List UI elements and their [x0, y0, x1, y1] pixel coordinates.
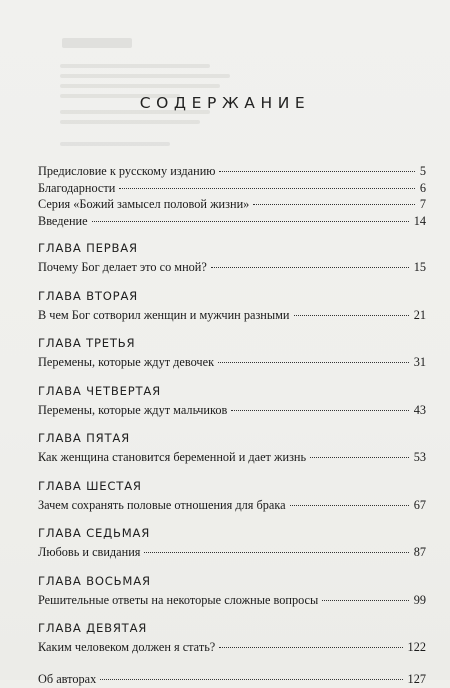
toc-entry-label: Серия «Божий замысел половой жизни»: [38, 197, 250, 212]
dot-leader: [119, 188, 415, 189]
chapter-heading: ГЛАВА ПЕРВАЯ: [38, 241, 138, 256]
chapter-heading: ГЛАВА ЧЕТВЕРТАЯ: [38, 383, 161, 398]
back-matter: [38, 671, 426, 688]
dot-leader: [92, 221, 409, 222]
toc-page-number: 31: [413, 355, 426, 370]
dot-leader: [219, 647, 402, 648]
toc-page-number: 127: [407, 671, 426, 686]
chapter-heading: ГЛАВА СЕДЬМАЯ: [38, 526, 151, 541]
toc-page-number: 21: [413, 307, 426, 322]
toc-page-number: 122: [407, 640, 426, 655]
dot-leader: [219, 171, 414, 172]
toc-page-number: 5: [419, 164, 426, 178]
chapter-8: [38, 573, 426, 610]
toc-entry-label: В чем Бог сотворил женщин и мужчин разными: [38, 307, 290, 322]
table-of-contents: [38, 163, 426, 688]
toc-entry-chapter-1[interactable]: [38, 259, 426, 277]
chapter-9: [38, 620, 426, 657]
chapter-5: [38, 430, 426, 467]
chapter-1: [38, 240, 426, 277]
toc-entry-introduction[interactable]: [38, 213, 426, 230]
chapter-2: [38, 288, 426, 325]
chapter-heading: ГЛАВА ДЕВЯТАЯ: [38, 621, 148, 636]
toc-page-number: 53: [413, 450, 426, 465]
toc-page-number: 99: [413, 592, 426, 607]
chapter-7: [38, 525, 426, 562]
dot-leader: [290, 505, 409, 506]
toc-entry-label: Зачем сохранять половые отношения для брака: [38, 497, 286, 512]
dot-leader: [322, 600, 408, 601]
toc-entry-chapter-6[interactable]: [38, 497, 426, 515]
toc-entry-chapter-3[interactable]: [38, 354, 426, 372]
dot-leader: [310, 457, 409, 458]
toc-page-number: 87: [413, 545, 426, 560]
toc-entry-chapter-8[interactable]: [38, 592, 426, 610]
dot-leader: [211, 267, 409, 268]
toc-page-number: 15: [413, 260, 426, 275]
toc-entry-label: Предисловие к русскому изданию: [38, 164, 216, 178]
toc-page-number: 6: [419, 180, 426, 195]
toc-entry-label: Как женщина становится беременной и дает жизнь: [38, 450, 307, 465]
toc-entry-preface[interactable]: [38, 163, 426, 180]
toc-entry-chapter-5[interactable]: [38, 449, 426, 467]
toc-entry-chapter-7[interactable]: [38, 544, 426, 562]
toc-page-number: 7: [419, 197, 426, 212]
toc-entry-chapter-2[interactable]: [38, 307, 426, 325]
chapter-6: [38, 478, 426, 515]
dot-leader: [144, 552, 408, 553]
toc-page-number: 67: [413, 497, 426, 512]
dot-leader: [231, 410, 408, 411]
toc-page-number: 43: [413, 402, 426, 417]
front-matter: [38, 163, 426, 229]
dot-leader: [253, 204, 415, 205]
dot-leader: [218, 362, 409, 363]
toc-entry-chapter-4[interactable]: [38, 402, 426, 420]
toc-entry-label: Введение: [38, 213, 88, 228]
chapter-heading: ГЛАВА ТРЕТЬЯ: [38, 336, 136, 351]
toc-entry-label: Перемены, которые ждут девочек: [38, 355, 215, 370]
chapter-heading: ГЛАВА ВТОРАЯ: [38, 288, 139, 303]
toc-entry-series[interactable]: [38, 196, 426, 213]
chapter-heading: ГЛАВА ПЯТАЯ: [38, 431, 130, 446]
toc-entry-label: Почему Бог делает это со мной?: [38, 260, 207, 275]
toc-entry-chapter-9[interactable]: [38, 639, 426, 657]
toc-entry-acknowledgements[interactable]: [38, 180, 426, 197]
chapter-heading: ГЛАВА ВОСЬМАЯ: [38, 573, 151, 588]
toc-entry-label: Перемены, которые ждут мальчиков: [38, 402, 228, 417]
toc-entry-label: Об авторах: [38, 671, 97, 686]
contents-title: СОДЕРЖАНИЕ: [139, 94, 311, 112]
toc-entry-label: Решительные ответы на некоторые сложные вопросы: [38, 592, 319, 607]
toc-entry-label: Любовь и свидания: [38, 545, 141, 560]
toc-entry-about-authors[interactable]: [38, 671, 426, 688]
toc-page-number: 14: [413, 213, 426, 228]
dot-leader: [294, 315, 409, 316]
chapter-heading: ГЛАВА ШЕСТАЯ: [38, 478, 142, 493]
chapter-4: [38, 383, 426, 420]
toc-entry-label: Каким человеком должен я стать?: [38, 640, 216, 655]
toc-entry-label: Благодарности: [38, 180, 116, 195]
chapter-3: [38, 335, 426, 372]
